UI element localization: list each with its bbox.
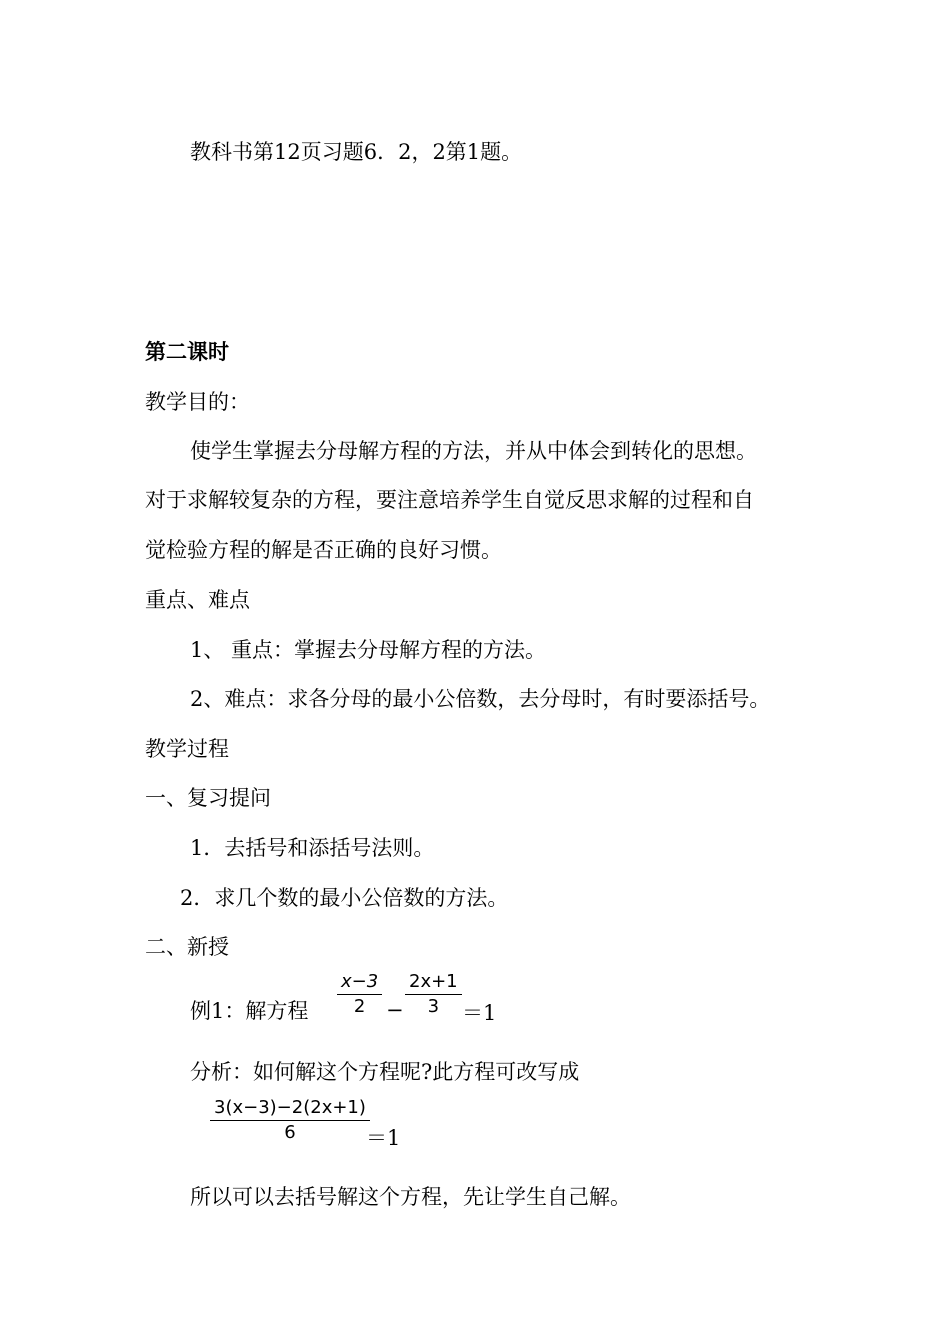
goals-heading: 教学目的： — [145, 390, 250, 414]
analysis-line: 分析：如何解这个方程呢?此方程可改写成 — [190, 1060, 580, 1084]
section-title: 第二课时 — [145, 340, 229, 364]
rewritten-numerator: 3(x−3)−2(2x+1) — [214, 1097, 366, 1118]
conclusion-line: 所以可以去括号解这个方程，先让学生自己解。 — [190, 1185, 631, 1209]
example1-rhs: ＝1 — [462, 1001, 497, 1025]
review-heading: 一、复习提问 — [145, 786, 271, 810]
rewritten-rhs: ＝1 — [366, 1126, 401, 1150]
fraction-2 — [405, 970, 462, 1019]
fraction-2-numerator: 2x+1 — [409, 971, 458, 992]
fraction-1-denominator: 2 — [353, 996, 366, 1017]
fraction-1 — [337, 970, 382, 1019]
goals-line-2: 对于求解较复杂的方程，要注意培养学生自觉反思求解的过程和自 — [145, 488, 754, 512]
key-point-2: 2、难点：求各分母的最小公倍数，去分母时，有时要添括号。 — [190, 687, 771, 711]
review-item-1: 1．去括号和添括号法则。 — [190, 836, 435, 860]
goals-line-1: 使学生掌握去分母解方程的方法，并从中体会到转化的思想。 — [190, 439, 757, 463]
key-point-1: 1、 重点：掌握去分母解方程的方法。 — [190, 638, 547, 662]
rewritten-fraction — [210, 1096, 370, 1145]
homework-line: 教科书第12页习题6．2，2第1题。 — [190, 140, 523, 164]
process-heading: 教学过程 — [145, 737, 229, 761]
minus-sign: − — [386, 998, 404, 1022]
goals-line-3: 觉检验方程的解是否正确的良好习惯。 — [145, 538, 502, 562]
example1-label: 例1：解方程 — [190, 999, 309, 1023]
new-heading: 二、新授 — [145, 935, 229, 959]
key-heading: 重点、难点 — [145, 588, 250, 612]
review-item-2: 2．求几个数的最小公倍数的方法。 — [180, 886, 509, 910]
fraction-1-numerator: x−3 — [341, 971, 379, 992]
fraction-2-denominator: 3 — [427, 996, 440, 1017]
rewritten-denominator: 6 — [284, 1122, 296, 1143]
